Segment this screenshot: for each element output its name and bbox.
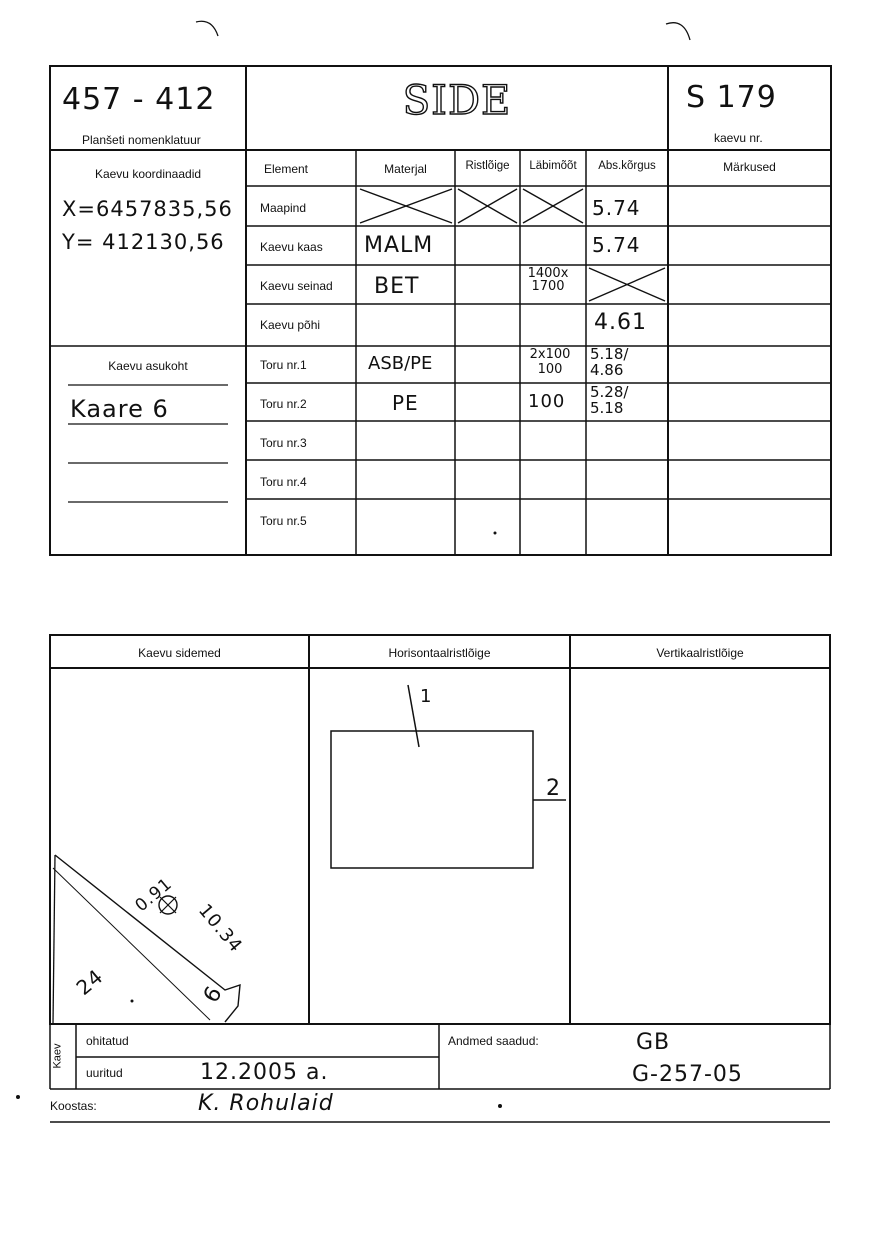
- material-toru-1: ASB/PE: [368, 353, 433, 374]
- ohitatud-label: ohitatud: [86, 1034, 129, 1048]
- col-header-element: Element: [263, 162, 309, 176]
- coords-label: Kaevu koordinaadid: [94, 167, 202, 181]
- row-label: Toru nr.2: [260, 397, 307, 411]
- col-header-labimoot: Läbimõõt: [529, 160, 577, 172]
- abs-toru-1: 5.18/ 4.86: [590, 345, 629, 379]
- uuritud-value: 12.2005 a.: [200, 1060, 329, 1085]
- side-label-kaev: Kaev: [51, 1043, 64, 1069]
- diameter-kaevu-seinad: 1400x 1700: [527, 266, 569, 294]
- material-toru-2: PE: [392, 391, 419, 415]
- sketch-distance-a: 0.91: [131, 873, 177, 917]
- plan-label: Planšeti nomenklatuur: [82, 133, 201, 147]
- sketch-distance-c: 24: [71, 963, 108, 1001]
- row-label: Toru nr.3: [260, 436, 307, 450]
- section-header-vertikaal: Vertikaalristlõige: [656, 646, 744, 660]
- koostas-value: K. Rohulaid: [198, 1091, 334, 1116]
- material-kaevu-kaas: MALM: [364, 233, 434, 258]
- row-label: Toru nr.5: [260, 514, 307, 528]
- punch-mark-right: [666, 23, 690, 40]
- section-header-sidemed: Kaevu sidemed: [138, 646, 221, 660]
- location-value: Kaare 6: [70, 395, 169, 423]
- uuritud-label: uuritud: [86, 1066, 123, 1080]
- pipe-2-label: 2: [546, 776, 561, 801]
- row-label: Kaevu põhi: [260, 318, 321, 332]
- col-header-ristloige: Ristlõige: [465, 160, 510, 172]
- plan-number: 457 - 412: [62, 82, 216, 117]
- col-header-abs: Abs.kõrgus: [598, 160, 656, 172]
- col-header-markused: Märkused: [723, 160, 776, 174]
- row-label: Kaevu kaas: [260, 240, 323, 254]
- punch-mark-left: [196, 21, 218, 36]
- andmed-value-1: GB: [636, 1030, 671, 1055]
- row-label: Kaevu seinad: [260, 279, 333, 293]
- row-label: Maapind: [260, 201, 307, 215]
- location-label: Kaevu asukoht: [108, 359, 188, 373]
- coord-x: X=6457835,56: [62, 197, 233, 221]
- row-label: Toru nr.4: [260, 475, 307, 489]
- material-kaevu-seinad: BET: [374, 274, 420, 299]
- well-number: S 179: [686, 80, 777, 115]
- section-header-horisontaal: Horisontaalristlõige: [388, 646, 491, 660]
- koostas-label: Koostas:: [50, 1099, 97, 1113]
- pipe-1-label: 1: [420, 686, 433, 707]
- abs-maapind: 5.74: [592, 196, 641, 220]
- sketch-distance-b: 10.34: [194, 900, 247, 957]
- well-number-label: kaevu nr.: [714, 131, 763, 145]
- abs-kaevu-kaas: 5.74: [592, 233, 641, 257]
- abs-toru-2: 5.28/ 5.18: [590, 383, 629, 417]
- row-label: Toru nr.1: [260, 358, 307, 372]
- form-title: SIDE: [402, 78, 512, 124]
- andmed-label: Andmed saadud:: [448, 1034, 539, 1048]
- well-plan-rect: [331, 731, 533, 868]
- coord-y: Y= 412130,56: [62, 230, 225, 254]
- pipe-1-line: [408, 685, 419, 747]
- sketch-distance-d: 6: [198, 981, 229, 1008]
- andmed-value-2: G-257-05: [632, 1062, 743, 1087]
- abs-kaevu-pohi: 4.61: [594, 310, 647, 335]
- col-header-materjal: Materjal: [384, 162, 427, 176]
- diameter-toru-2: 100: [528, 391, 566, 412]
- diameter-toru-1: 2x100 100: [529, 347, 571, 377]
